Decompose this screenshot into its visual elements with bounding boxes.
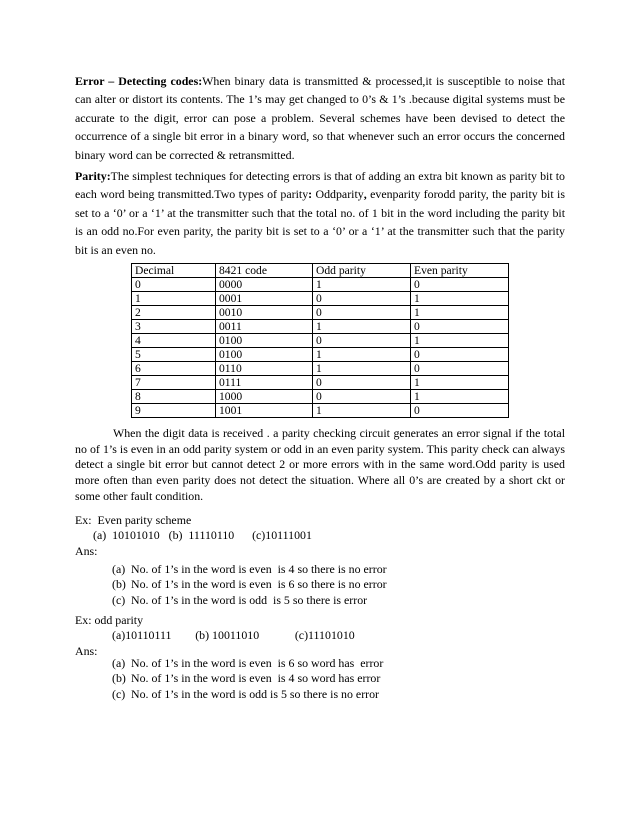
table-header-row xyxy=(132,264,509,278)
table-row xyxy=(132,292,509,306)
paragraph-text: The simplest techniques for detecting errors is that of adding an extra bit known as parity bit to each word being transmitted.Two types of parity xyxy=(75,169,565,202)
cell-even-parity: 1 xyxy=(411,390,509,404)
paragraph-parity-checking: When the digit data is received . a parity checking circuit generates an error signal if the total no of 1’s is even in an odd parity system or odd in an even parity system. This parity check can always detect a single bit error but cannot detect 2 or more errors with in the same word.Odd parity is used more often than even parity does not detect the situation. Where all 0’s are created by a short ckt or some other fault condition. xyxy=(75,426,565,503)
cell-code-8421: 1000 xyxy=(216,390,313,404)
cell-even-parity: 1 xyxy=(411,334,509,348)
table-row xyxy=(132,362,509,376)
cell-decimal: 1 xyxy=(132,292,216,306)
paragraph-text: When binary data is transmitted & processed,it is susceptible to noise that can alter or distort its contents. The 1’s may get changed to 0’s & 1’s .because digital systems must be accurate to the digit, error can pose a problem. Several schemes have been devised to detect the occurrence of a single bit error in a binary word, so that whenever such an error occurs the concerned binary word can be corrected & retransmitted. xyxy=(75,74,565,162)
cell-decimal: 5 xyxy=(132,348,216,362)
heading-error-detecting-codes: Error – Detecting codes: xyxy=(75,74,203,88)
cell-code-8421: 0100 xyxy=(216,334,313,348)
cell-even-parity: 1 xyxy=(411,306,509,320)
cell-even-parity: 0 xyxy=(411,278,509,292)
heading-parity: Parity: xyxy=(75,169,111,183)
cell-even-parity: 1 xyxy=(411,292,509,306)
cell-even-parity: 0 xyxy=(411,320,509,334)
cell-odd-parity: 0 xyxy=(313,306,411,320)
cell-code-8421: 0000 xyxy=(216,278,313,292)
answer-label: Ans: xyxy=(75,644,98,658)
cell-decimal: 4 xyxy=(132,334,216,348)
example-even-parity-title: Ex: Even parity scheme xyxy=(75,513,192,527)
table-row xyxy=(132,278,509,292)
cell-code-8421: 0011 xyxy=(216,320,313,334)
answer-label: Ans: xyxy=(75,544,98,558)
paragraph-text: Oddparity xyxy=(312,187,364,202)
odd-parity-answers xyxy=(112,656,383,702)
paragraph-text: evenparity forodd parity, the parity bit is set to a ‘0’ or a ‘1’ at the transmitter such that the total no. of 1 bit in the word including the parity bit is an odd no.For even parity, the parity bit is set to a ‘0’ or a ‘1’ at the transmitter such that the parity bit is an even no. xyxy=(75,187,565,257)
cell-code-8421: 0010 xyxy=(216,306,313,320)
header-decimal: Decimal xyxy=(132,264,216,278)
cell-odd-parity: 0 xyxy=(313,334,411,348)
cell-odd-parity: 0 xyxy=(313,376,411,390)
cell-odd-parity: 1 xyxy=(313,278,411,292)
header-even-parity: Even parity xyxy=(411,264,509,278)
table-row xyxy=(132,348,509,362)
answer-item: (a) No. of 1’s in the word is even is 6 so word has error xyxy=(112,656,384,670)
cell-even-parity: 0 xyxy=(411,348,509,362)
table-row xyxy=(132,376,509,390)
parity-table xyxy=(131,263,509,418)
table-row xyxy=(132,404,509,418)
cell-decimal: 9 xyxy=(132,404,216,418)
cell-decimal: 3 xyxy=(132,320,216,334)
cell-odd-parity: 0 xyxy=(313,292,411,306)
header-code-8421: 8421 code xyxy=(216,264,313,278)
cell-code-8421: 0001 xyxy=(216,292,313,306)
cell-code-8421: 1001 xyxy=(216,404,313,418)
cell-decimal: 7 xyxy=(132,376,216,390)
cell-even-parity: 1 xyxy=(411,376,509,390)
colon-bold: : xyxy=(308,187,313,202)
cell-odd-parity: 1 xyxy=(313,320,411,334)
cell-odd-parity: 1 xyxy=(313,404,411,418)
example-even-parity-words: (a) 10101010 (b) 11110110 (c)10111001 xyxy=(93,528,312,542)
comma-bold: , xyxy=(363,187,367,202)
header-odd-parity: Odd parity xyxy=(313,264,411,278)
cell-code-8421: 0100 xyxy=(216,348,313,362)
even-parity-answers xyxy=(112,562,387,608)
table-row xyxy=(132,320,509,334)
example-odd-parity-words: (a)10110111 (b) 10011010 (c)11101010 xyxy=(112,628,355,642)
cell-even-parity: 0 xyxy=(411,362,509,376)
answer-item: (b) No. of 1’s in the word is even is 4 so word has error xyxy=(112,671,381,686)
answer-item: (b) No. of 1’s in the word is even is 6 so there is no error xyxy=(112,577,387,592)
cell-odd-parity: 0 xyxy=(313,390,411,404)
cell-decimal: 0 xyxy=(132,278,216,292)
example-odd-parity-title: Ex: odd parity xyxy=(75,613,144,627)
cell-odd-parity: 1 xyxy=(313,348,411,362)
cell-even-parity: 0 xyxy=(411,404,509,418)
cell-decimal: 6 xyxy=(132,362,216,376)
answer-item: (c) No. of 1’s in the word is odd is 5 so there is error xyxy=(112,592,368,607)
answer-item: (c) No. of 1’s in the word is odd is 5 so there is no error xyxy=(112,686,380,701)
cell-code-8421: 0111 xyxy=(216,376,313,390)
answer-item: (a) No. of 1’s in the word is even is 4 so there is no error xyxy=(112,562,387,576)
paragraph-parity xyxy=(75,167,565,259)
cell-code-8421: 0110 xyxy=(216,362,313,376)
cell-decimal: 8 xyxy=(132,390,216,404)
table-row xyxy=(132,390,509,404)
cell-decimal: 2 xyxy=(132,306,216,320)
table-row xyxy=(132,334,509,348)
paragraph-error-detecting-codes xyxy=(75,72,565,164)
cell-odd-parity: 1 xyxy=(313,362,411,376)
table-row xyxy=(132,306,509,320)
